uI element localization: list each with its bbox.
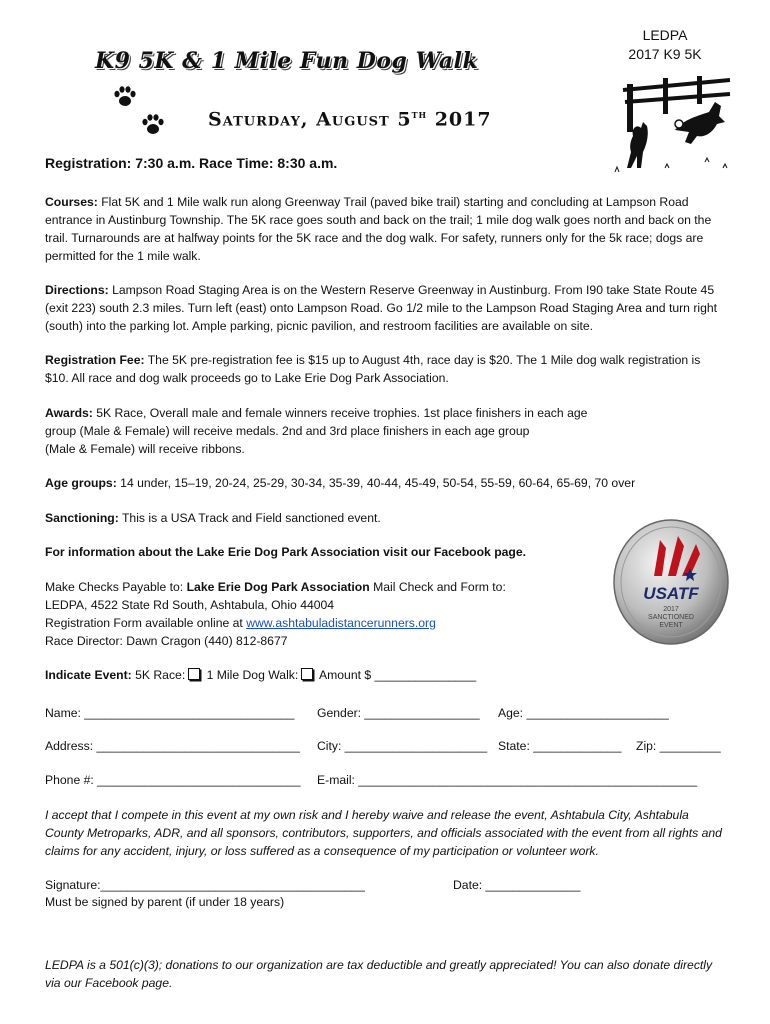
- state-field[interactable]: State: _____________: [498, 739, 622, 753]
- checks-payee: Lake Erie Dog Park Association: [186, 580, 370, 594]
- liability-waiver: I accept that I compete in this event at my own risk and I hereby waive and release the event, Ashtabula City, Ashtabula County Metroparks, ADR, and all sponsors, contributors, supporters, and officials associated with the event from all rights and claims for any accident, injury, or loss suffered as a consequence of my participation or volunteer work.: [45, 808, 722, 858]
- mailing-address: LEDPA, 4522 State Rd South, Ashtabula, Ohio 44004: [45, 598, 335, 612]
- signature-field[interactable]: Signature:_______________________________________: [45, 878, 365, 892]
- date-field[interactable]: Date: ______________: [453, 878, 581, 892]
- sanctioning-label: Sanctioning:: [45, 511, 119, 525]
- registration-website-link[interactable]: www.ashtabuladistancerunners.org: [246, 616, 436, 630]
- event-date: Saturday, August 5th 2017: [208, 108, 492, 131]
- usatf-logo-text: USATF: [643, 584, 699, 603]
- courses-label: Courses:: [45, 195, 98, 209]
- age-groups-label: Age groups:: [45, 476, 117, 490]
- race-director: Race Director: Dawn Cragon (440) 812-8677: [45, 634, 288, 648]
- courses-text: Flat 5K and 1 Mile walk run along Greenway Trail (paved bike trail) starting and concluding at Lampson Road entrance in Austinburg Township. The 5K race goes south and back on the trail; 1 mile dog walk goes north and back on the trail. Turnarounds are at halfway points for the 5K race and the dog walk. For safety, runners only for the 5k race; dogs are permitted for the 1 mile walk.: [45, 195, 712, 263]
- zip-field[interactable]: Zip: _________: [636, 739, 721, 753]
- name-field[interactable]: Name: _______________________________: [45, 706, 295, 720]
- fee-section: [45, 351, 725, 387]
- city-field[interactable]: City: _____________________: [317, 739, 488, 753]
- checkbox-5k[interactable]: [188, 668, 200, 680]
- age-groups-section: [45, 474, 725, 492]
- parent-signature-note: Must be signed by parent (if under 18 years): [45, 895, 285, 909]
- courses-section: [45, 193, 725, 265]
- option-5k-label: 5K Race:: [135, 668, 186, 682]
- age-groups-text: 14 under, 15–19, 20-24, 25-29, 30-34, 35-39, 40-44, 45-49, 50-54, 55-59, 60-64, 65-69, 70 over: [120, 476, 636, 490]
- ledpa-heading: LEDPA 2017 K9 5K: [628, 27, 702, 62]
- checks-prefix: Make Checks Payable to:: [45, 580, 187, 594]
- awards-line: 5K Race, Overall male and female winners receive trophies. 1st place finishers in each age: [96, 406, 588, 420]
- fee-text: The 5K pre-registration fee is $15 up to August 4th, race day is $20. The 1 Mile dog walk registration is $10. All race and dog walk proceeds go to Lake Erie Dog Park Association.: [45, 353, 701, 385]
- usatf-sanction-badge: [612, 518, 730, 646]
- awards-line: (Male & Female) will receive ribbons.: [45, 442, 245, 456]
- awards-label: Awards:: [45, 406, 93, 420]
- address-field[interactable]: Address: ______________________________: [45, 739, 300, 753]
- paw-print-icon: [112, 84, 138, 110]
- event-title: K9 5K & 1 Mile Fun Dog Walk: [95, 48, 479, 74]
- badge-caption: 2017 SANCTIONED EVENT: [648, 606, 694, 629]
- directions-label: Directions:: [45, 283, 109, 297]
- indicate-event-label: Indicate Event:: [45, 668, 132, 682]
- donation-note: LEDPA is a 501(c)(3); donations to our organization are tax deductible and greatly appreciated! You can also donate directly via our Facebook page.: [45, 958, 713, 990]
- amount-field[interactable]: Amount $ _______________: [318, 668, 477, 682]
- directions-text: Lampson Road Staging Area is on the Western Reserve Greenway in Austinburg. From I90 take State Route 45 (exit 223) south 2.3 miles. Turn left (east) onto Lampson Road. Go 1/2 mile to the Lampson Road Staging Area and turn right (south) into the parking lot. Ample parking, picnic pavilion, and restroom facilities are available on site.: [45, 283, 718, 333]
- event-selection-row: [45, 668, 476, 682]
- online-prefix: Registration Form available online at: [45, 616, 247, 630]
- fee-label: Registration Fee:: [45, 353, 145, 367]
- email-field[interactable]: E-mail: __________________________________________________: [317, 773, 698, 787]
- facebook-info: For information about the Lake Erie Dog Park Association visit our Facebook page.: [45, 545, 527, 559]
- directions-section: [45, 281, 725, 335]
- dog-fence-illustration: [605, 72, 735, 182]
- age-field[interactable]: Age: _____________________: [498, 706, 669, 720]
- payment-info: [45, 578, 605, 650]
- awards-line: group (Male & Female) will receive medals. 2nd and 3rd place finishers in each age group: [45, 424, 530, 438]
- gender-field[interactable]: Gender: _________________: [317, 706, 480, 720]
- registration-time: Registration: 7:30 a.m. Race Time: 8:30 a.m.: [45, 155, 338, 171]
- phone-field[interactable]: Phone #: ______________________________: [45, 773, 301, 787]
- awards-section: [45, 404, 725, 458]
- sanctioning-text: This is a USA Track and Field sanctioned event.: [121, 511, 381, 525]
- checkbox-dog-walk[interactable]: [301, 668, 313, 680]
- option-dog-walk-label: 1 Mile Dog Walk:: [206, 668, 299, 682]
- paw-print-icon: [140, 112, 166, 138]
- checks-suffix: Mail Check and Form to:: [369, 580, 506, 594]
